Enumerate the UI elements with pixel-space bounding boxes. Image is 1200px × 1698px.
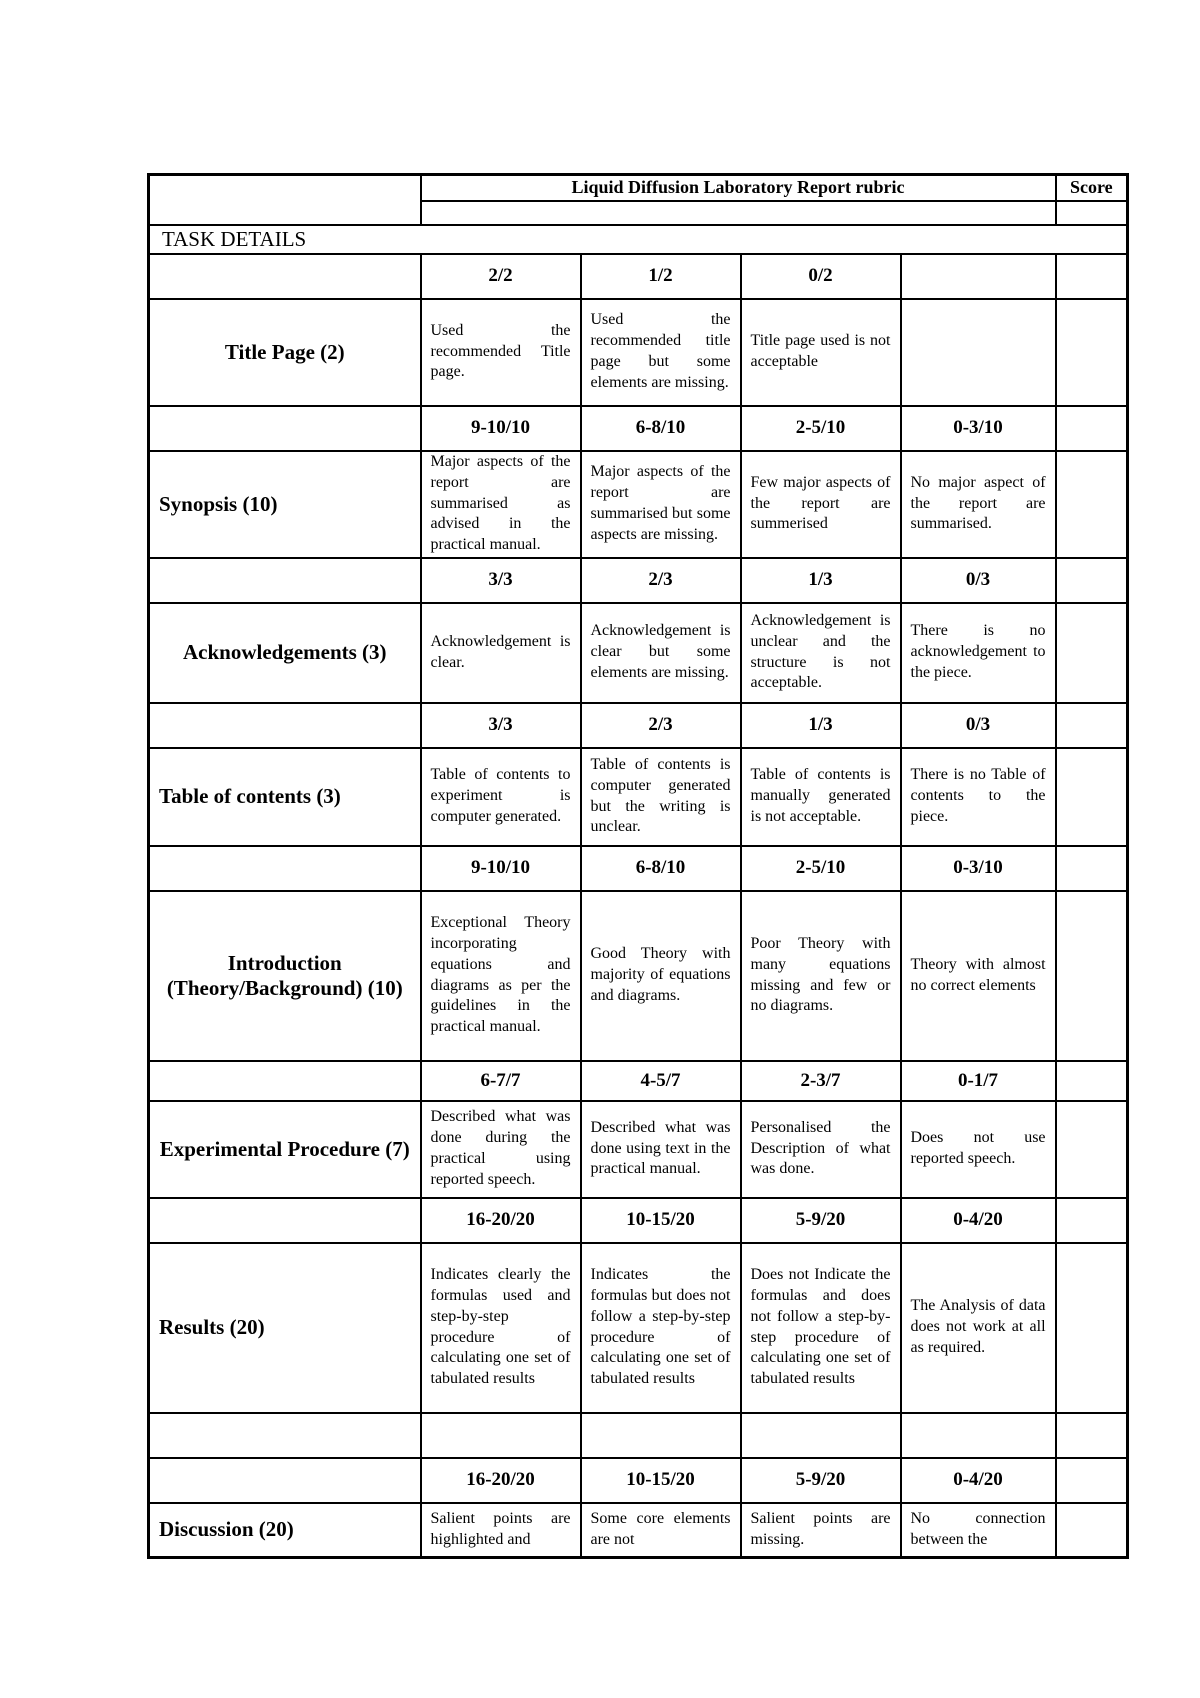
score-entry-cell[interactable] bbox=[1056, 1198, 1128, 1243]
criterion-descriptor: No major aspect of the report are summarised. bbox=[901, 451, 1056, 558]
criterion-descriptor: There is no acknowledgement to the piece. bbox=[901, 603, 1056, 703]
criterion-descriptor: Indicates clearly the formulas used and step-by-step procedure of calculating one set of tabulated results bbox=[421, 1243, 581, 1413]
score-band-row bbox=[149, 1061, 1128, 1101]
score-entry-cell[interactable] bbox=[1056, 1243, 1128, 1413]
score-entry-cell[interactable] bbox=[1056, 891, 1128, 1061]
score-band-row bbox=[149, 1458, 1128, 1503]
score-entry-cell[interactable] bbox=[1056, 1061, 1128, 1101]
score-band: 2/2 bbox=[421, 254, 581, 299]
score-entry-cell[interactable] bbox=[1056, 846, 1128, 891]
score-band: 9-10/10 bbox=[421, 846, 581, 891]
score-band: 0-3/10 bbox=[901, 406, 1056, 451]
score-band-row bbox=[149, 703, 1128, 748]
criterion-descriptor bbox=[901, 299, 1056, 406]
header-spacer-cell bbox=[421, 201, 1056, 225]
header-score-spacer bbox=[1056, 201, 1128, 225]
criteria-row bbox=[149, 891, 1128, 1061]
task-details-heading: TASK DETAILS bbox=[149, 225, 1128, 254]
criterion-descriptor: There is no Table of contents to the piece. bbox=[901, 748, 1056, 846]
score-entry-cell[interactable] bbox=[1056, 603, 1128, 703]
score-band: 2-5/10 bbox=[741, 406, 901, 451]
criterion-descriptor: Title page used is not acceptable bbox=[741, 299, 901, 406]
criterion-descriptor: Used the recommended Title page. bbox=[421, 299, 581, 406]
score-band-row bbox=[149, 1198, 1128, 1243]
empty-row bbox=[149, 1413, 1128, 1458]
criterion-descriptor: Theory with almost no correct elements bbox=[901, 891, 1056, 1061]
criterion-descriptor: Acknowledgement is clear. bbox=[421, 603, 581, 703]
score-entry-cell[interactable] bbox=[1056, 451, 1128, 558]
criterion-descriptor: No connection between the bbox=[901, 1503, 1056, 1558]
score-band: 0-3/10 bbox=[901, 846, 1056, 891]
score-band: 16-20/20 bbox=[421, 1198, 581, 1243]
criterion-descriptor: Few major aspects of the report are summerised bbox=[741, 451, 901, 558]
criterion-descriptor: Table of contents is manually generated is not acceptable. bbox=[741, 748, 901, 846]
criteria-row bbox=[149, 299, 1128, 406]
score-entry-cell[interactable] bbox=[1056, 1413, 1128, 1458]
score-entry-cell[interactable] bbox=[1056, 558, 1128, 603]
criteria-row bbox=[149, 451, 1128, 558]
score-entry-cell[interactable] bbox=[1056, 406, 1128, 451]
score-band: 4-5/7 bbox=[581, 1061, 741, 1101]
score-entry-cell[interactable] bbox=[1056, 254, 1128, 299]
score-band: 2-3/7 bbox=[741, 1061, 901, 1101]
score-band: 1/2 bbox=[581, 254, 741, 299]
category-label: Acknowledgements (3) bbox=[149, 603, 421, 703]
score-band: 16-20/20 bbox=[421, 1458, 581, 1503]
criterion-descriptor: Described what was done during the practical using reported speech. bbox=[421, 1101, 581, 1198]
score-entry-cell[interactable] bbox=[1056, 1101, 1128, 1198]
score-entry-cell[interactable] bbox=[1056, 1503, 1128, 1558]
criterion-descriptor: Major aspects of the report are summarised as advised in the practical manual. bbox=[421, 451, 581, 558]
criterion-descriptor: Salient points are missing. bbox=[741, 1503, 901, 1558]
score-band: 1/3 bbox=[741, 558, 901, 603]
score-band: 0/3 bbox=[901, 703, 1056, 748]
criterion-descriptor: Poor Theory with many equations missing and few or no diagrams. bbox=[741, 891, 901, 1061]
criterion-descriptor: Acknowledgement is clear but some elements are missing. bbox=[581, 603, 741, 703]
header-blank-cell bbox=[149, 175, 421, 225]
category-label: Discussion (20) bbox=[149, 1503, 421, 1558]
category-label: Results (20) bbox=[149, 1243, 421, 1413]
score-band: 3/3 bbox=[421, 558, 581, 603]
criterion-descriptor: Does not use reported speech. bbox=[901, 1101, 1056, 1198]
score-band-row bbox=[149, 846, 1128, 891]
score-band-row bbox=[149, 558, 1128, 603]
score-band: 6-8/10 bbox=[581, 406, 741, 451]
criterion-descriptor: Table of contents to experiment is computer generated. bbox=[421, 748, 581, 846]
score-band: 9-10/10 bbox=[421, 406, 581, 451]
criterion-descriptor: Table of contents is computer generated but the writing is unclear. bbox=[581, 748, 741, 846]
criterion-descriptor: Used the recommended title page but some elements are missing. bbox=[581, 299, 741, 406]
score-band: 2/3 bbox=[581, 558, 741, 603]
criterion-descriptor: Exceptional Theory incorporating equations and diagrams as per the guidelines in the practical manual. bbox=[421, 891, 581, 1061]
criterion-descriptor: Salient points are highlighted and bbox=[421, 1503, 581, 1558]
category-label: Experimental Procedure (7) bbox=[149, 1101, 421, 1198]
criterion-descriptor: Personalised the Description of what was done. bbox=[741, 1101, 901, 1198]
category-label: Introduction (Theory/Background) (10) bbox=[149, 891, 421, 1061]
criterion-descriptor: Major aspects of the report are summarised but some aspects are missing. bbox=[581, 451, 741, 558]
score-band: 0-4/20 bbox=[901, 1198, 1056, 1243]
rubric-table bbox=[147, 173, 1129, 1559]
criterion-descriptor: The Analysis of data does not work at all as required. bbox=[901, 1243, 1056, 1413]
score-band-row bbox=[149, 254, 1128, 299]
score-band: 0/2 bbox=[741, 254, 901, 299]
score-entry-cell[interactable] bbox=[1056, 299, 1128, 406]
criteria-row bbox=[149, 1101, 1128, 1198]
score-band: 1/3 bbox=[741, 703, 901, 748]
criteria-row bbox=[149, 1243, 1128, 1413]
score-entry-cell[interactable] bbox=[1056, 748, 1128, 846]
score-band: 6-8/10 bbox=[581, 846, 741, 891]
criteria-row bbox=[149, 1503, 1128, 1558]
criterion-descriptor: Indicates the formulas but does not follow a step-by-step procedure of calculating one set of tabulated results bbox=[581, 1243, 741, 1413]
score-entry-cell[interactable] bbox=[1056, 1458, 1128, 1503]
score-band: 0-1/7 bbox=[901, 1061, 1056, 1101]
score-band: 2-5/10 bbox=[741, 846, 901, 891]
score-band: 10-15/20 bbox=[581, 1198, 741, 1243]
criterion-descriptor: Good Theory with majority of equations and diagrams. bbox=[581, 891, 741, 1061]
category-label: Synopsis (10) bbox=[149, 451, 421, 558]
rubric-title: Liquid Diffusion Laboratory Report rubric bbox=[421, 175, 1056, 201]
score-band: 0-4/20 bbox=[901, 1458, 1056, 1503]
score-band bbox=[901, 254, 1056, 299]
criterion-descriptor: Does not Indicate the formulas and does not follow a step-by-step procedure of calculating one set of tabulated results bbox=[741, 1243, 901, 1413]
score-band: 0/3 bbox=[901, 558, 1056, 603]
score-band: 5-9/20 bbox=[741, 1458, 901, 1503]
criterion-descriptor: Described what was done using text in the practical manual. bbox=[581, 1101, 741, 1198]
score-entry-cell[interactable] bbox=[1056, 703, 1128, 748]
score-band: 10-15/20 bbox=[581, 1458, 741, 1503]
score-band-row bbox=[149, 406, 1128, 451]
criterion-descriptor: Acknowledgement is unclear and the structure is not acceptable. bbox=[741, 603, 901, 703]
criterion-descriptor: Some core elements are not bbox=[581, 1503, 741, 1558]
category-label: Title Page (2) bbox=[149, 299, 421, 406]
category-label: Table of contents (3) bbox=[149, 748, 421, 846]
criteria-row bbox=[149, 748, 1128, 846]
score-band: 5-9/20 bbox=[741, 1198, 901, 1243]
score-column-header: Score bbox=[1056, 175, 1128, 201]
score-band: 2/3 bbox=[581, 703, 741, 748]
criteria-row bbox=[149, 603, 1128, 703]
score-band: 6-7/7 bbox=[421, 1061, 581, 1101]
score-band: 3/3 bbox=[421, 703, 581, 748]
